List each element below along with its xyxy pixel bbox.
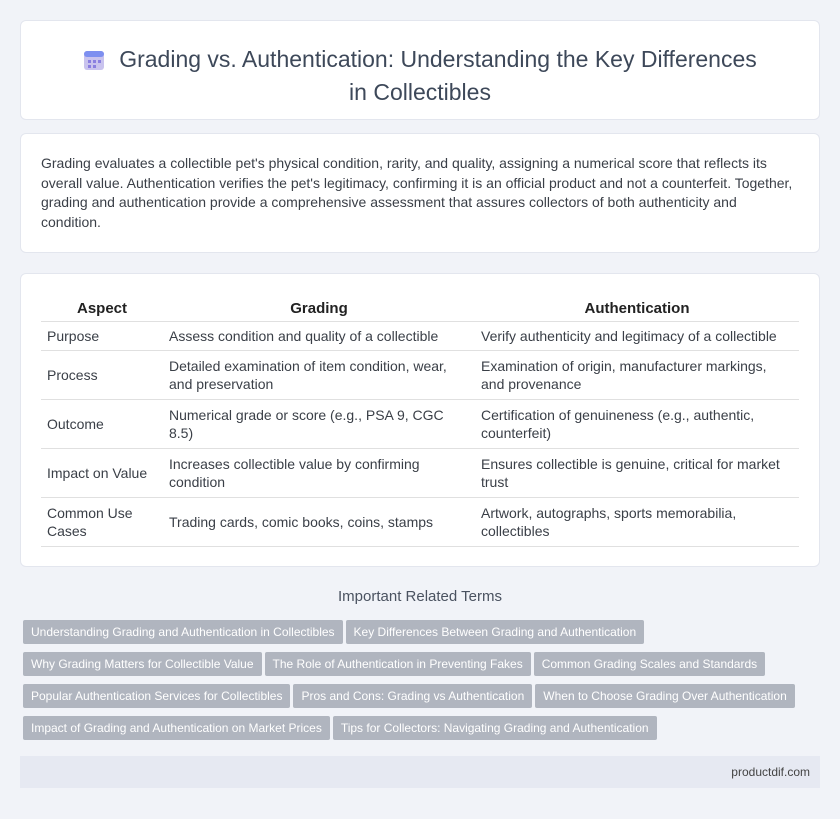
comparison-card [20,273,820,567]
header-card [20,20,820,120]
related-term-link[interactable]: When to Choose Grading Over Authentication [535,684,794,708]
table-header-row [41,294,799,322]
table-cell: Assess condition and quality of a collectible [163,322,475,351]
table-row [41,322,799,351]
footer [20,756,820,788]
table-cell: Impact on Value [41,449,163,498]
table-cell: Artwork, autographs, sports memorabilia, collectibles [475,498,799,547]
table-cell: Outcome [41,400,163,449]
header-authentication: Authentication [475,294,799,322]
table-row [41,351,799,400]
related-term-link[interactable]: Key Differences Between Grading and Authentication [346,620,645,644]
page-title-text: Grading vs. Authentication: Understanding the Key Differences in Collectibles [119,46,757,105]
related-term-link[interactable]: Impact of Grading and Authentication on Market Prices [23,716,330,740]
related-term-link[interactable]: Pros and Cons: Grading vs Authentication [293,684,532,708]
table-cell: Process [41,351,163,400]
table-cell: Detailed examination of item condition, wear, and preservation [163,351,475,400]
related-terms-list [23,620,823,748]
related-term-link[interactable]: Tips for Collectors: Navigating Grading and Authentication [333,716,657,740]
header-aspect: Aspect [41,294,163,322]
table-row [41,498,799,547]
table-cell: Examination of origin, manufacturer markings, and provenance [475,351,799,400]
intro-card [20,133,820,253]
footer-site-link[interactable]: productdif.com [731,765,810,779]
page-title [81,45,759,107]
table-cell: Certification of genuineness (e.g., authentic, counterfeit) [475,400,799,449]
comparison-table [41,294,799,547]
intro-text: Grading evaluates a collectible pet's physical condition, rarity, and quality, assigning a numerical score that reflects its overall value. Authentication verifies the pet's legitimacy, confirming it is an official product and not a counterfeit. Together, grading and authentication provide a comprehensive assessment that assures collectors of both authenticity and condition. [41,155,793,230]
related-term-link[interactable]: Understanding Grading and Authentication in Collectibles [23,620,343,644]
related-terms-title: Important Related Terms [338,588,502,605]
related-term-link[interactable]: The Role of Authentication in Preventing Fakes [265,652,531,676]
header-grading: Grading [163,294,475,322]
table-cell: Purpose [41,322,163,351]
table-cell: Trading cards, comic books, coins, stamps [163,498,475,547]
table-cell: Common Use Cases [41,498,163,547]
table-row [41,449,799,498]
table-cell: Increases collectible value by confirming condition [163,449,475,498]
related-term-link[interactable]: Common Grading Scales and Standards [534,652,765,676]
table-cell: Numerical grade or score (e.g., PSA 9, CGC 8.5) [163,400,475,449]
table-cell: Verify authenticity and legitimacy of a collectible [475,322,799,351]
table-row [41,400,799,449]
calendar-icon [83,49,105,78]
related-term-link[interactable]: Why Grading Matters for Collectible Value [23,652,262,676]
related-term-link[interactable]: Popular Authentication Services for Collectibles [23,684,290,708]
table-cell: Ensures collectible is genuine, critical for market trust [475,449,799,498]
